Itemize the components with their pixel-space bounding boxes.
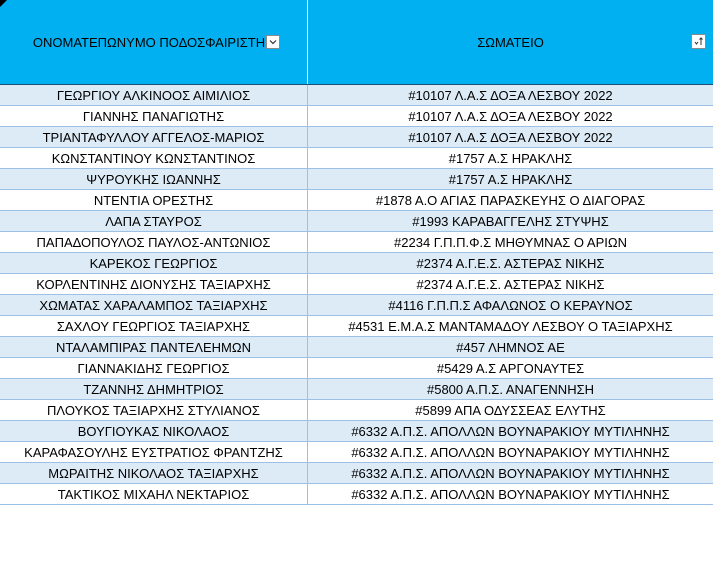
cell-club[interactable]: #1993 ΚΑΡΑΒΑΓΓΕΛΗΣ ΣΤΥΨΗΣ (412, 213, 609, 229)
cell-player-name[interactable]: ΚΑΡΕΚΟΣ ΓΕΩΡΓΙΟΣ (0, 253, 308, 273)
cell-club[interactable]: #10107 Λ.Α.Σ ΔΟΞΑ ΛΕΣΒΟΥ 2022 (408, 129, 613, 145)
table-row[interactable] (0, 421, 713, 442)
table-row[interactable] (0, 400, 713, 421)
table-row[interactable] (0, 442, 713, 463)
cell-player-name[interactable]: ΓΙΑΝΝΑΚΙΔΗΣ ΓΕΩΡΓΙΟΣ (0, 358, 308, 378)
table-row[interactable] (0, 274, 713, 295)
cell-player-name[interactable]: ΝΤΕΝΤΙΑ ΟΡΕΣΤΗΣ (0, 190, 308, 210)
table-row[interactable] (0, 484, 713, 505)
cell-player-name[interactable]: ΛΑΠΑ ΣΤΑΥΡΟΣ (0, 211, 308, 231)
cell-player-name[interactable]: ΤΖΑΝΝΗΣ ΔΗΜΗΤΡΙΟΣ (0, 379, 308, 399)
cell-player-name[interactable]: ΤΡΙΑΝΤΑΦΥΛΛΟΥ ΑΓΓΕΛΟΣ-ΜΑΡΙΟΣ (0, 127, 308, 147)
cell-club[interactable]: #5899 ΑΠΑ ΟΔΥΣΣΕΑΣ ΕΛΥΤΗΣ (415, 402, 606, 418)
header-cell-club[interactable] (308, 0, 713, 84)
table-row[interactable] (0, 85, 713, 106)
cell-club[interactable]: #457 ΛΗΜΝΟΣ ΑΕ (456, 339, 565, 355)
table-row[interactable] (0, 358, 713, 379)
table-row[interactable] (0, 127, 713, 148)
cell-club[interactable]: #4116 Γ.Π.Π.Σ ΑΦΑΛΩΝΟΣ Ο ΚΕΡΑΥΝΟΣ (388, 297, 633, 313)
cell-player-name[interactable]: ΓΕΩΡΓΙΟΥ ΑΛΚΙΝΟΟΣ ΑΙΜΙΛΙΟΣ (0, 85, 308, 105)
cell-club[interactable]: #6332 Α.Π.Σ. ΑΠΟΛΛΩΝ ΒΟΥΝΑΡΑΚΙΟΥ ΜΥΤΙΛΗΝΗΣ (351, 486, 670, 502)
table-row[interactable] (0, 169, 713, 190)
table-row[interactable] (0, 148, 713, 169)
cell-player-name[interactable]: ΠΛΟΥΚΟΣ ΤΑΞΙΑΡΧΗΣ ΣΤΥΛΙΑΝΟΣ (0, 400, 308, 420)
header-label-player-name: ΟΝΟΜΑΤΕΠΩΝΥΜΟ ΠΟΔΟΣΦΑΙΡΙΣΤΗ (32, 34, 266, 50)
cell-club[interactable]: #10107 Λ.Α.Σ ΔΟΞΑ ΛΕΣΒΟΥ 2022 (408, 87, 613, 103)
cell-player-name[interactable]: ΓΙΑΝΝΗΣ ΠΑΝΑΓΙΩΤΗΣ (0, 106, 308, 126)
table-row[interactable] (0, 463, 713, 484)
cell-player-name[interactable]: ΚΟΡΛΕΝΤΙΝΗΣ ΔΙΟΝΥΣΗΣ ΤΑΞΙΑΡΧΗΣ (0, 274, 308, 294)
cell-player-name[interactable]: ΣΑΧΛΟΥ ΓΕΩΡΓΙΟΣ ΤΑΞΙΑΡΧΗΣ (0, 316, 308, 336)
table-body (0, 85, 713, 505)
table-row[interactable] (0, 253, 713, 274)
cell-player-name[interactable]: ΤΑΚΤΙΚΟΣ ΜΙΧΑΗΛ ΝΕΚΤΑΡΙΟΣ (0, 484, 308, 504)
table-row[interactable] (0, 190, 713, 211)
table-row[interactable] (0, 106, 713, 127)
cell-club[interactable]: #1757 Α.Σ ΗΡΑΚΛΗΣ (448, 171, 573, 187)
cell-player-name[interactable]: ΚΩΝΣΤΑΝΤΙΝΟΥ ΚΩΝΣΤΑΝΤΙΝΟΣ (0, 148, 308, 168)
cell-player-name[interactable]: ΝΤΑΛΑΜΠΙΡΑΣ ΠΑΝΤΕΛΕΗΜΩΝ (0, 337, 308, 357)
cell-club[interactable]: #6332 Α.Π.Σ. ΑΠΟΛΛΩΝ ΒΟΥΝΑΡΑΚΙΟΥ ΜΥΤΙΛΗΝΗΣ (351, 465, 670, 481)
cell-club[interactable]: #10107 Λ.Α.Σ ΔΟΞΑ ΛΕΣΒΟΥ 2022 (408, 108, 613, 124)
cell-club[interactable]: #6332 Α.Π.Σ. ΑΠΟΛΛΩΝ ΒΟΥΝΑΡΑΚΙΟΥ ΜΥΤΙΛΗΝΗΣ (351, 423, 670, 439)
table-row[interactable] (0, 337, 713, 358)
table-row[interactable] (0, 211, 713, 232)
cell-club[interactable]: #1878 Α.Ο ΑΓΙΑΣ ΠΑΡΑΣΚΕΥΗΣ Ο ΔΙΑΓΟΡΑΣ (375, 192, 646, 208)
cell-player-name[interactable]: ΧΩΜΑΤΑΣ ΧΑΡΑΛΑΜΠΟΣ ΤΑΞΙΑΡΧΗΣ (0, 295, 308, 315)
table-row[interactable] (0, 316, 713, 337)
cell-club[interactable]: #2374 Α.Γ.Ε.Σ. ΑΣΤΕΡΑΣ ΝΙΚΗΣ (416, 276, 605, 292)
cell-player-name[interactable]: ΠΑΠΑΔΟΠΟΥΛΟΣ ΠΑΥΛΟΣ-ΑΝΤΩΝΙΟΣ (0, 232, 308, 252)
cell-club[interactable]: #4531 Ε.Μ.Α.Σ ΜΑΝΤΑΜΑΔΟΥ ΛΕΣΒΟΥ Ο ΤΑΞΙΑΡΧΗΣ (348, 318, 673, 334)
header-cell-player-name[interactable] (0, 0, 308, 84)
table-row[interactable] (0, 379, 713, 400)
header-label-club: ΣΩΜΑΤΕΙΟ (477, 34, 544, 50)
cell-club[interactable]: #5429 Α.Σ ΑΡΓΟΝΑΥΤΕΣ (436, 360, 585, 376)
cell-player-name[interactable]: ΨΥΡΟΥΚΗΣ ΙΩΑΝΝΗΣ (0, 169, 308, 189)
cell-club[interactable]: #5800 Α.Π.Σ. ΑΝΑΓΕΝΝΗΣΗ (426, 381, 595, 397)
table-row[interactable] (0, 232, 713, 253)
cell-club[interactable]: #1757 Α.Σ ΗΡΑΚΛΗΣ (448, 150, 573, 166)
cell-club[interactable]: #6332 Α.Π.Σ. ΑΠΟΛΛΩΝ ΒΟΥΝΑΡΑΚΙΟΥ ΜΥΤΙΛΗΝΗΣ (351, 444, 670, 460)
cell-player-name[interactable]: ΒΟΥΓΙΟΥΚΑΣ ΝΙΚΟΛΑΟΣ (0, 421, 308, 441)
cell-club[interactable]: #2374 Α.Γ.Ε.Σ. ΑΣΤΕΡΑΣ ΝΙΚΗΣ (416, 255, 605, 271)
table-header (0, 0, 713, 85)
cell-player-name[interactable]: ΜΩΡΑΙΤΗΣ ΝΙΚΟΛΑΟΣ ΤΑΞΙΑΡΧΗΣ (0, 463, 308, 483)
table-row[interactable] (0, 295, 713, 316)
cell-player-name[interactable]: ΚΑΡΑΦΑΣΟΥΛΗΣ ΕΥΣΤΡΑΤΙΟΣ ΦΡΑΝΤΖΗΣ (0, 442, 308, 462)
chevron-down-icon[interactable] (266, 35, 280, 49)
sort-ascending-icon[interactable] (691, 34, 706, 49)
cell-club[interactable]: #2234 Γ.Π.Π.Φ.Σ ΜΗΘΥΜΝΑΣ Ο ΑΡΙΩΝ (394, 234, 627, 250)
